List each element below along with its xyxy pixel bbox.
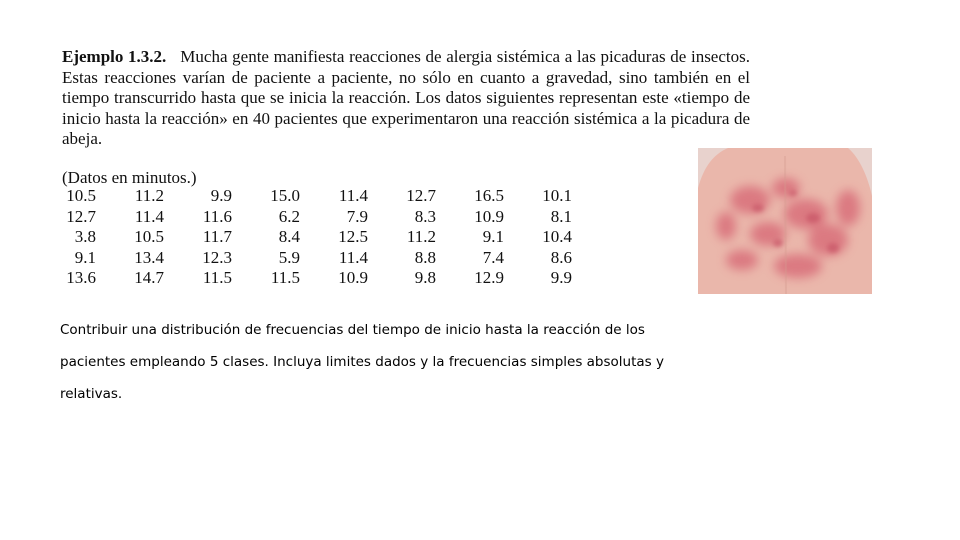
table-cell: 12.7 [66,206,96,226]
exercise-line-1: Contribuir una distribución de frecuencias del tiempo de inicio hasta la reacción de los [60,322,645,338]
table-cell: 10.4 [542,227,572,246]
table-row [62,268,572,289]
table-cell: 10.5 [134,227,164,246]
table-cell: 13.6 [66,268,96,287]
data-caption: (Datos en minutos.) [62,168,197,187]
table-cell: 16.5 [474,186,504,205]
table-cell: 12.3 [202,247,232,267]
table-cell: 11.2 [134,186,164,205]
table-cell: 11.4 [338,247,368,267]
table-cell: 9.1 [74,247,96,267]
table-cell: 11.5 [270,268,300,287]
table-cell: 11.5 [202,268,232,287]
table-row [62,207,572,228]
table-cell: 10.9 [474,206,504,226]
table-cell: 11.4 [134,206,164,226]
table-cell: 12.7 [406,186,436,205]
table-cell: 10.5 [66,186,96,205]
table-cell: 11.6 [202,206,232,226]
allergic-rash-on-back-photo [698,148,872,294]
exercise-line-3: relativas. [60,386,123,402]
table-cell: 3.8 [74,227,96,246]
table-row [62,248,572,269]
table-cell: 12.5 [338,227,368,246]
table-row [62,227,572,248]
table-cell: 9.9 [550,268,572,287]
table-row [62,186,572,207]
table-cell: 8.4 [278,227,300,246]
table-cell: 14.7 [134,268,164,287]
table-cell: 8.1 [550,206,572,226]
example-title: Ejemplo 1.3.2. [62,47,167,66]
table-cell: 7.9 [346,206,368,226]
exercise-prompt [60,314,720,410]
table-cell: 11.2 [406,227,436,246]
table-cell: 8.3 [414,206,436,226]
table-cell: 9.9 [210,186,232,205]
textbook-excerpt [62,47,750,150]
rash-photo [698,148,872,294]
table-cell: 8.6 [550,247,572,267]
table-cell: 13.4 [134,247,164,267]
table-cell: 10.9 [338,268,368,287]
table-cell: 5.9 [278,247,300,267]
table-cell: 6.2 [278,206,300,226]
data-table [62,186,572,289]
exercise-line-2: pacientes empleando 5 clases. Incluya limites dados y la frecuencias simples absolutas y [60,354,664,370]
table-cell: 15.0 [270,186,300,205]
table-cell: 12.9 [474,268,504,287]
example-paragraph: Mucha gente manifiesta reacciones de alergia sistémica a las picaduras de insectos. Estas reacciones varían de paciente a paciente, no sólo en cuanto a gravedad, sino también en el tiempo transcurrido hasta que se inicia la reacción. Los datos siguientes representan este «tiempo de inicio hasta la reacción» en 40 pacientes que experimentaron una reacción sistémica a la picadura de abeja. [62,47,750,148]
table-cell: 11.7 [202,227,232,246]
table-cell: 9.8 [414,268,436,287]
table-cell: 11.4 [338,186,368,205]
table-cell: 8.8 [414,247,436,267]
table-cell: 10.1 [542,186,572,205]
table-cell: 7.4 [482,247,504,267]
table-cell: 9.1 [482,227,504,246]
